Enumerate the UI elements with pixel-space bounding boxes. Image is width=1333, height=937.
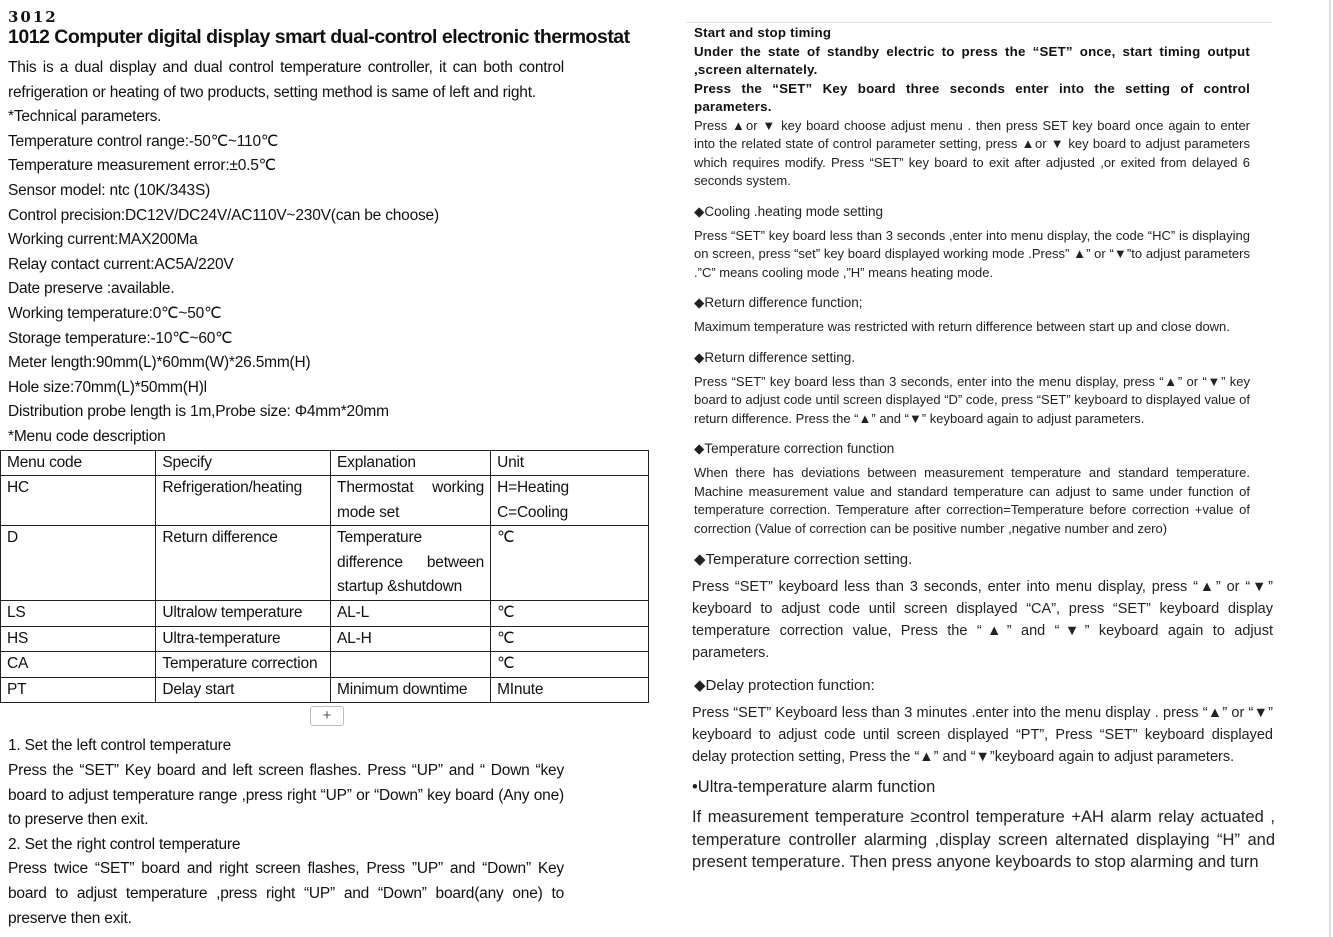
- section-heading: ◆Return difference function;: [694, 295, 863, 310]
- right-column: [694, 24, 1274, 874]
- timing-heading: Start and stop timing: [694, 25, 832, 40]
- tech-params-heading: *Technical parameters.: [8, 108, 162, 126]
- param-line: Control precision:DC12V/DC24V/AC110V~230V(can be choose): [8, 206, 439, 224]
- section-heading: ◆Cooling .heating mode setting: [694, 203, 883, 219]
- param-line: Working current:MAX200Ma: [8, 231, 198, 249]
- menu-code-heading: *Menu code description: [8, 427, 166, 445]
- table-cell[interactable]: Minimum downtime: [331, 677, 491, 703]
- table-cell[interactable]: D: [1, 526, 156, 601]
- table-row: [1, 601, 649, 627]
- section-heading: ◆Temperature correction function: [694, 441, 895, 456]
- table-cell[interactable]: Delay start: [156, 677, 331, 703]
- table-cell[interactable]: CA: [1, 652, 156, 678]
- param-line: Relay contact current:AC5A/220V: [8, 255, 234, 273]
- table-header-cell[interactable]: Specify: [156, 450, 331, 476]
- table-cell[interactable]: Refrigeration/heating: [156, 476, 331, 526]
- table-cell[interactable]: Temperature correction: [156, 652, 331, 678]
- param-line: Date preserve :available.: [8, 280, 175, 298]
- param-line: Temperature measurement error:±0.5℃: [8, 157, 276, 175]
- table-header-cell[interactable]: Explanation: [331, 450, 491, 476]
- table-cell[interactable]: ℃: [491, 626, 649, 652]
- header-rule: [686, 22, 1272, 23]
- table-cell[interactable]: ℃: [491, 652, 649, 678]
- alarm-text: If measurement temperature ≥control temperature +AH alarm relay actuated , temperature controller alarming ,display screen alternated displaying “H” and present temperature. Then press anyone keyboards to stop alarming and turn: [692, 808, 1275, 871]
- table-cell[interactable]: Thermostat working mode set: [331, 476, 491, 526]
- document-title: 1012 Computer digital display smart dual-control electronic thermostat: [8, 26, 630, 48]
- table-header-cell[interactable]: Unit: [491, 450, 649, 476]
- intro-paragraph: This is a dual display and dual control temperature controller, it can both control refrigeration or heating of two products, setting method is same of left and right.: [8, 59, 564, 101]
- step1-heading: 1. Set the left control temperature: [8, 737, 232, 755]
- table-row: [1, 677, 649, 703]
- table-cell[interactable]: HC: [1, 476, 156, 526]
- delay-protection-text: Press “SET” Keyboard less than 3 minutes .enter into the menu display . press “▲” or “▼” keyboard to adjust code until screen displayed “PT”, Press “SET” keyboard displayed delay protection setting, Press the “▲” and “▼”keyboard again to adjust parameters.: [692, 705, 1273, 765]
- param-line: Temperature control range:-50℃~110℃: [8, 132, 279, 150]
- table-cell[interactable]: ℃: [491, 526, 649, 601]
- param-line: Storage temperature:-10℃~60℃: [8, 329, 233, 347]
- table-cell[interactable]: [331, 652, 491, 678]
- correction-setting-text: Press “SET” keyboard less than 3 seconds, enter into menu display, press “▲” or “▼” keyboard to adjust code until screen displayed “CA”, press “SET” keyboard display temperature correction value, Press the “▲” and “▼” keyboard again to adjust parameters.: [692, 579, 1273, 661]
- table-cell[interactable]: Ultralow temperature: [156, 601, 331, 627]
- table-cell[interactable]: LS: [1, 601, 156, 627]
- param-line: Sensor model: ntc (10K/343S): [8, 181, 211, 199]
- timing-text-3: Press ▲or ▼ key board choose adjust menu . then press SET key board once again to enter into the related state of control parameter setting, press ▲or ▼ key board to adjust parameters which requires modify. Press “SET” key board to exit after adjusted ,or exited from delayed 6 seconds system.: [694, 117, 1250, 188]
- table-cell[interactable]: H=Heating C=Cooling: [491, 476, 649, 526]
- add-row-button[interactable]: +: [310, 706, 344, 726]
- tech-params-list: [8, 130, 658, 425]
- left-column: [8, 8, 658, 931]
- table-cell[interactable]: Return difference: [156, 526, 331, 601]
- section-text: Press “SET” key board less than 3 seconds ,enter into menu display, the code “HC” is displaying on screen, press “set” key board displayed working mode .Press” ▲” or “▼”to adjust parameters .”C” means cooling mode ,”H” means heating mode.: [694, 227, 1250, 280]
- table-header-cell[interactable]: Menu code: [1, 450, 156, 476]
- document-code: 3012: [8, 8, 58, 26]
- table-cell[interactable]: ℃: [491, 601, 649, 627]
- delay-protection-heading: ◆Delay protection function:: [694, 677, 875, 694]
- step2-heading: 2. Set the right control temperature: [8, 835, 241, 853]
- page-edge: [1329, 0, 1331, 937]
- step2-text: Press twice “SET” board and right screen flashes, Press ”UP” and “Down” Key board to adjust temperature ,press right “UP” and “Down” board(any one) to preserve then exit.: [8, 860, 564, 927]
- table-row: [1, 652, 649, 678]
- alarm-heading: •Ultra-temperature alarm function: [692, 778, 936, 796]
- section-text: Maximum temperature was restricted with return difference between start up and close down.: [694, 319, 1230, 334]
- section-text: When there has deviations between measurement temperature and standard temperature. Machine measurement value and standard temperature can adjust to same under function of temperature correction. Temperature after correction=Temperature before correction +value of correction (Value of correction can be positive number ,negative number and zero): [694, 465, 1250, 536]
- table-cell[interactable]: PT: [1, 677, 156, 703]
- timing-text-2: Press the “SET” Key board three seconds enter into the setting of control parameters.: [694, 80, 1250, 114]
- table-row: [1, 476, 649, 526]
- table-header-row: [1, 450, 649, 476]
- step1-text: Press the “SET” Key board and left screen flashes. Press “UP” and “ Down “key board to adjust temperature range ,press right “UP” or “Down” key board (Any one) to preserve then exit.: [8, 762, 564, 829]
- table-row: [1, 526, 649, 601]
- table-cell[interactable]: AL-L: [331, 601, 491, 627]
- timing-text-1: Under the state of standby electric to press the “SET” once, start timing output ,screen alternately.: [694, 43, 1250, 77]
- table-cell[interactable]: Temperature difference between startup &shutdown: [331, 526, 491, 601]
- menu-code-table: [0, 450, 649, 704]
- table-row: [1, 626, 649, 652]
- section-heading: ◆Return difference setting.: [694, 349, 855, 365]
- correction-setting-heading: ◆Temperature correction setting.: [694, 551, 913, 568]
- param-line: Meter length:90mm(L)*60mm(W)*26.5mm(H): [8, 354, 311, 372]
- table-cell[interactable]: AL-H: [331, 626, 491, 652]
- table-cell[interactable]: HS: [1, 626, 156, 652]
- param-line: Working temperature:0℃~50℃: [8, 304, 222, 322]
- param-line: Distribution probe length is 1m,Probe size: Φ4mm*20mm: [8, 403, 389, 421]
- param-line: Hole size:70mm(L)*50mm(H)l: [8, 378, 207, 396]
- section-text: Press “SET” key board less than 3 seconds, enter into the menu display, press “▲” or “▼” key board to adjust code until screen displayed “D” code, press “SET” keyboard to displayed value of return difference. Press the “▲” and “▼” keyboard again to adjust parameters.: [694, 373, 1250, 426]
- table-cell[interactable]: Ultra-temperature: [156, 626, 331, 652]
- table-cell[interactable]: MInute: [491, 677, 649, 703]
